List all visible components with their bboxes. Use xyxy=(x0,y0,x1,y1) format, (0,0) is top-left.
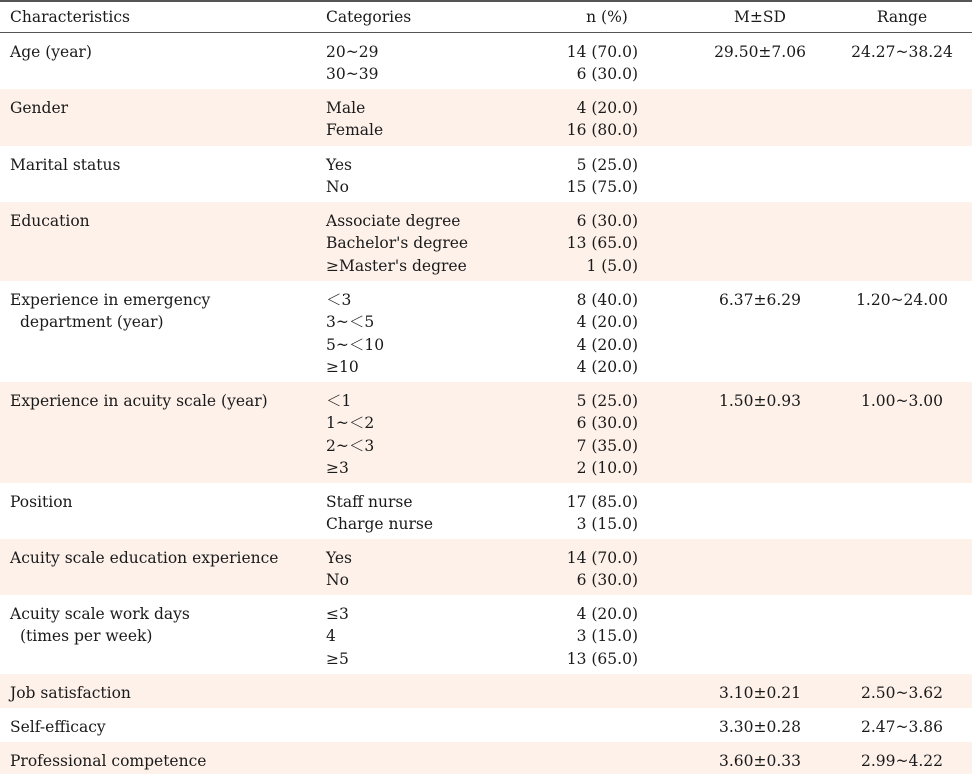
characteristic-cell xyxy=(10,750,206,772)
category-label: Associate degree xyxy=(326,212,461,230)
characteristic-cell xyxy=(10,547,278,569)
category-label: No xyxy=(326,178,349,197)
category-label: 5~＜10 xyxy=(326,335,385,354)
categories-cell xyxy=(326,289,384,378)
table-row xyxy=(0,202,972,281)
table-row xyxy=(0,539,972,595)
n-percent-value: 6 (30.0) xyxy=(576,414,638,433)
characteristic-label: department (year) xyxy=(20,313,164,332)
category-label: Bachelor's degree xyxy=(326,234,469,253)
category-label: 2~＜3 xyxy=(326,436,375,455)
characteristic-cell xyxy=(10,603,190,648)
characteristic-cell xyxy=(10,491,73,513)
n-percent-value: 15 (75.0) xyxy=(566,178,638,197)
n-percent-cell xyxy=(528,603,638,670)
n-percent-cell xyxy=(528,154,638,199)
category-label: Staff nurse xyxy=(326,493,413,511)
table-header xyxy=(0,2,972,33)
categories-cell xyxy=(326,390,374,479)
category-label: ＜3 xyxy=(326,291,352,309)
category-label: Male xyxy=(326,99,366,117)
characteristic-cell xyxy=(10,390,268,412)
mean-sd-cell: 3.60±0.33 xyxy=(718,752,801,770)
range-cell: 2.99~4.22 xyxy=(860,752,943,770)
characteristic-label: Education xyxy=(10,212,90,230)
category-label: ≥5 xyxy=(326,649,349,668)
categories-cell xyxy=(326,154,352,199)
category-label: Charge nurse xyxy=(326,515,434,534)
characteristic-label: Marital status xyxy=(10,156,121,174)
table-row xyxy=(0,674,972,708)
n-percent-value: 6 (30.0) xyxy=(576,571,638,590)
characteristic-label: Self-efficacy xyxy=(10,718,106,736)
n-percent-cell xyxy=(528,210,638,277)
mean-sd-cell: 3.30±0.28 xyxy=(718,718,801,736)
range-cell: 2.47~3.86 xyxy=(860,718,943,736)
table-row xyxy=(0,33,972,89)
characteristic-cell xyxy=(10,716,106,738)
header-categories: Categories xyxy=(326,8,412,26)
n-percent-value: 2 (10.0) xyxy=(576,458,638,477)
n-percent-value: 4 (20.0) xyxy=(576,99,638,117)
categories-cell xyxy=(326,603,349,670)
n-percent-cell xyxy=(528,97,638,142)
mean-sd-cell: 3.10±0.21 xyxy=(718,684,801,702)
table-row xyxy=(0,382,972,483)
category-label: Yes xyxy=(326,156,353,174)
mean-sd-cell: 1.50±0.93 xyxy=(718,392,801,410)
table-row xyxy=(0,708,972,742)
category-label: ≥Master's degree xyxy=(326,256,467,275)
characteristic-cell xyxy=(10,97,68,119)
category-label: ≥3 xyxy=(326,458,349,477)
characteristic-cell xyxy=(10,289,210,334)
n-percent-cell xyxy=(528,289,638,378)
categories-cell xyxy=(326,547,352,592)
header-mean-sd: M±SD xyxy=(734,8,786,26)
n-percent-cell xyxy=(528,41,638,86)
category-label: 1~＜2 xyxy=(326,414,375,433)
category-label: 3~＜5 xyxy=(326,313,375,332)
header-characteristics: Characteristics xyxy=(10,8,130,26)
n-percent-value: 5 (25.0) xyxy=(576,156,638,174)
characteristic-label: Age (year) xyxy=(10,43,92,61)
n-percent-value: 1 (5.0) xyxy=(586,256,638,275)
n-percent-value: 14 (70.0) xyxy=(566,549,638,567)
n-percent-value: 4 (20.0) xyxy=(576,313,638,332)
category-label: Female xyxy=(326,121,384,140)
header-n-percent: n (%) xyxy=(586,8,628,26)
n-percent-value: 5 (25.0) xyxy=(576,392,638,410)
n-percent-value: 8 (40.0) xyxy=(576,291,638,309)
n-percent-value: 13 (65.0) xyxy=(566,234,638,253)
table-row xyxy=(0,146,972,202)
characteristic-label: (times per week) xyxy=(20,627,153,646)
characteristic-cell xyxy=(10,154,120,176)
n-percent-value: 3 (15.0) xyxy=(576,515,638,534)
characteristic-label: Experience in acuity scale (year) xyxy=(10,392,268,410)
mean-sd-cell: 29.50±7.06 xyxy=(714,43,806,61)
table-row xyxy=(0,89,972,146)
categories-cell xyxy=(326,97,383,142)
mean-sd-cell: 6.37±6.29 xyxy=(718,291,801,309)
n-percent-value: 17 (85.0) xyxy=(566,493,638,511)
n-percent-value: 7 (35.0) xyxy=(576,436,638,455)
characteristic-label: Experience in emergency xyxy=(10,291,211,309)
n-percent-value: 3 (15.0) xyxy=(576,627,638,646)
table-row xyxy=(0,281,972,382)
table-row xyxy=(0,595,972,674)
n-percent-cell xyxy=(528,390,638,479)
range-cell: 24.27~38.24 xyxy=(851,43,953,61)
characteristic-label: Job satisfaction xyxy=(10,684,131,702)
n-percent-value: 4 (20.0) xyxy=(576,335,638,354)
n-percent-value: 4 (20.0) xyxy=(576,357,638,376)
table-row xyxy=(0,742,972,774)
category-label: 30~39 xyxy=(326,65,379,84)
n-percent-cell xyxy=(528,547,638,592)
category-label: Yes xyxy=(326,549,353,567)
n-percent-value: 14 (70.0) xyxy=(566,43,638,61)
category-label: 20~29 xyxy=(326,43,379,61)
characteristic-label: Position xyxy=(10,493,73,511)
category-label: ＜1 xyxy=(326,392,352,410)
n-percent-value: 4 (20.0) xyxy=(576,605,638,623)
range-cell: 2.50~3.62 xyxy=(860,684,943,702)
categories-cell xyxy=(326,491,433,536)
n-percent-value: 16 (80.0) xyxy=(566,121,638,140)
header-range: Range xyxy=(876,8,928,26)
categories-cell xyxy=(326,41,378,86)
characteristic-cell xyxy=(10,41,92,63)
category-label: No xyxy=(326,571,349,590)
range-cell: 1.00~3.00 xyxy=(860,392,943,410)
n-percent-value: 6 (30.0) xyxy=(576,65,638,84)
n-percent-value: 13 (65.0) xyxy=(566,649,638,668)
characteristic-label: Acuity scale work days xyxy=(10,605,190,623)
n-percent-cell xyxy=(528,491,638,536)
characteristic-label: Acuity scale education experience xyxy=(10,549,279,567)
category-label: ≤3 xyxy=(326,605,349,623)
characteristic-label: Gender xyxy=(10,99,69,117)
category-label: 4 xyxy=(326,627,336,646)
n-percent-value: 6 (30.0) xyxy=(576,212,638,230)
categories-cell xyxy=(326,210,468,277)
category-label: ≥10 xyxy=(326,357,359,376)
table-row xyxy=(0,483,972,539)
range-cell: 1.20~24.00 xyxy=(856,291,948,309)
characteristic-cell xyxy=(10,210,90,232)
characteristic-label: Professional competence xyxy=(10,752,207,770)
characteristic-cell xyxy=(10,682,131,704)
